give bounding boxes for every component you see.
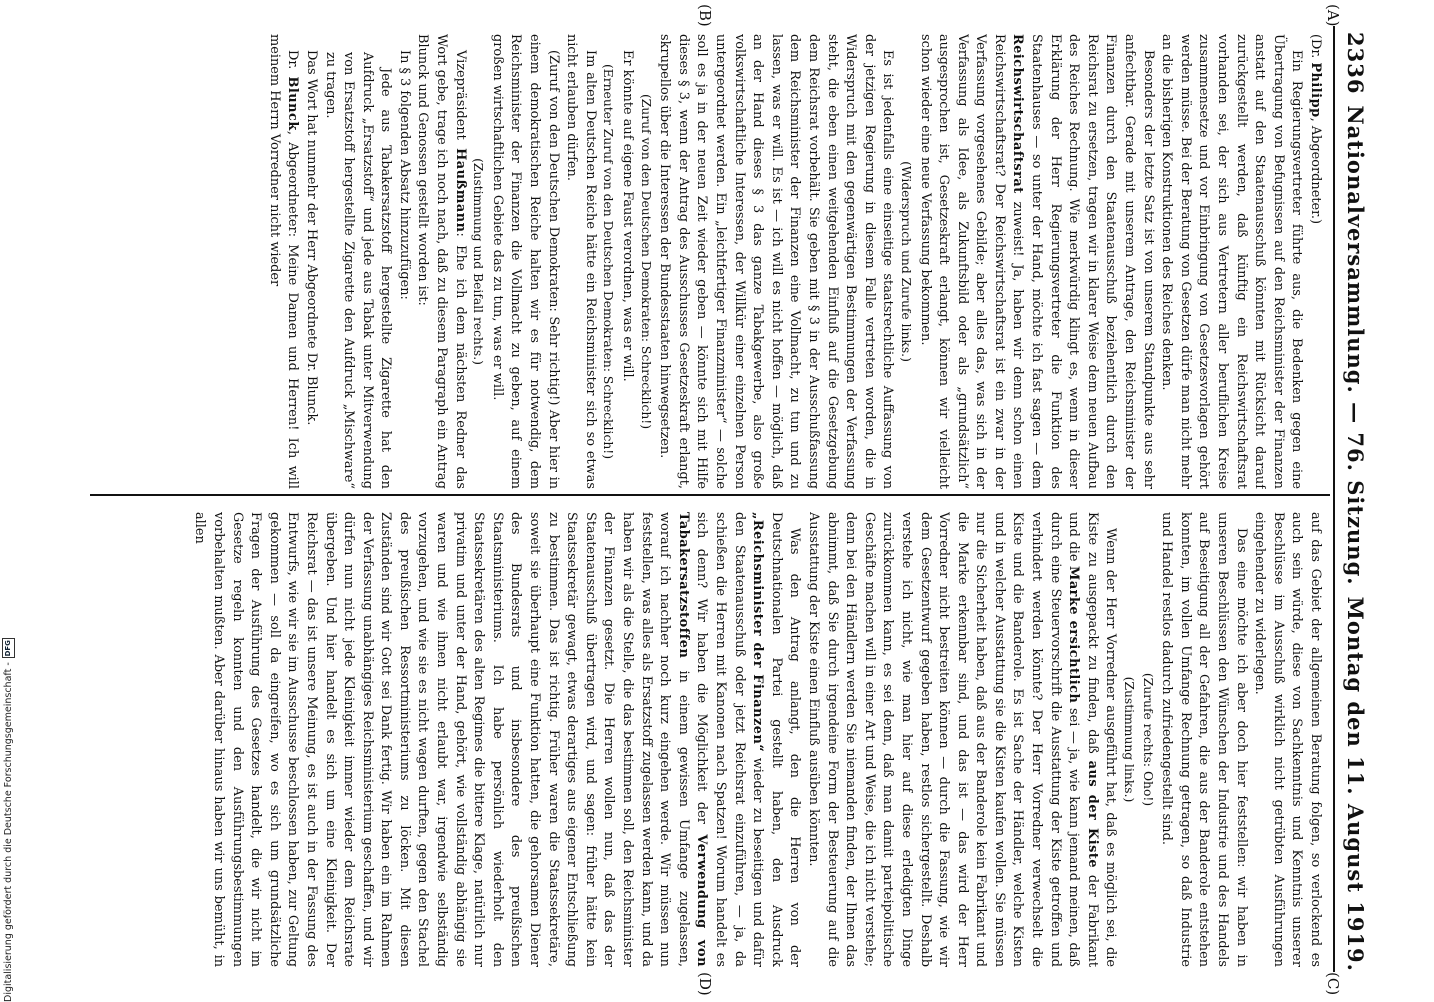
interjection: (Erneuter Zuruf von den Deutschen Demokraten: Schrecklich!) [601, 63, 616, 460]
paragraph: Im alten Deutschen Reiche hätte ein Reichsminister sich so etwas nicht erlauben dürfen. [564, 34, 598, 489]
header-title: Nationalversammlung. — 76. Sitzung. [1343, 105, 1369, 586]
speaker-tag: (Dr. Philipp, Abgeordneter.) [1308, 34, 1323, 225]
interjection: (Zuruf von den Deutschen Demokraten: Schrecklich!) [638, 93, 653, 430]
paragraph: Das Wort hat nunmehr der Herr Abgeordnete Dr. Blunck. [303, 50, 319, 426]
quoted-amendment: Jede aus Tabakersatzstoff hergestellte Zigarette hat den Aufdruck „Ersatzstoff“ und jede aus Tabak unter Mitverwendung von Ersatzstoff hergestellte Zigarette den Aufdruck „Mischware“ zu tragen. [322, 52, 394, 489]
paragraph: (Zuruf von den Deutschen Demokraten: Sehr richtig!) Aber hier in einem demokratischen Reiche halten wir es für notwendig, dem Reichsminister der Finanzen die Vollmacht zu geben, auf einem großen wirtschaftlichen Gebiete das zu tun, was er will. [489, 34, 561, 489]
digitization-credit [1, 0, 15, 1002]
margin-marker-d: (D) [696, 972, 714, 996]
paragraph: Es ist jedenfalls eine einseitige staatsrechtliche Auffassung von der jetzigen Regierung in diesem Falle vertreten worden, die in Widerspruch mit den gegenwärtigen Bestimmungen der Verfassung steht, die eben einen weitgehenden Einfluß auf die Gesetzgebung dem Reichsrat vorbehält. Sie geben mit § 3 in der Ausschußfassung dem Reichsminister der Finanzen eine Vollmacht, zu tun und zu lassen, was er will. Es ist — ich will es nicht hoffen — möglich, daß an der Hand dieses § 3 das ganze Tabakgewerbe, also große volkswirtschaftliche Interessen, der Willkür einer einzelnen Person untergeordnet werden. Ein „leichtfertiger Finanzminister“ — solche soll es ja in der neuen Zeit wieder geben — könnte sich mit Hilfe dieses § 3, wenn der Antrag des Ausschusses Gesetzeskraft erlangt, skrupellos über die Interessen der Bundesstaaten hinwegsetzen. [657, 34, 896, 489]
paragraph: In § 3 folgenden Absatz hinzuzufügen: [396, 50, 412, 300]
interjection: (Zustimmung links.) [1122, 676, 1137, 803]
paragraph: Wenn der Herr Vorredner ausgeführt hat, daß es möglich sei, die Kiste zu ausgepackt zu finden, daß aus der Kiste der Fabrikant und die Marke ersichtlich sei — ja, wie kann jemand meinen, daß durch eine Steuervorschrift die Ausstattung der Kiste getroffen und verhindert werden könnte? Der Herr Vorredner verwechselt die Kiste und die Banderole. Es ist Sache der Händler, welche Kisten und in welcher Ausstattung sie die Kisten kaufen wollen. Sie müssen nur die Sicherheit haben, daß aus der Banderole kein Fabrikant und die Marke erkennbar sind, und das ist — das wird der Herr Vorredner nicht bestreiten können — durch die Fassung, wie wir dem Gesetzentwurf gegeben haben, restlos sichergestellt. Deshalb verstehe ich nicht, wie man hier auf diese erledigten Dinge zurückkommen kann, es sei denn, daß man damit parteipolitische Geschäfte machen will in einer Art und Weise, die ich nicht verstehe; denn bei den Händlern werden Sie niemanden finden, der Ihnen das abnimmt, daß Sie durch irgendeine Form der Besteuerung auf die Ausstattung der Kiste einen Einfluß ausüben könnten. [805, 512, 1119, 967]
margin-marker-c: (C) [1324, 972, 1342, 996]
interjection: (Zustimmung und Beifall rechts.) [471, 158, 486, 365]
header-date: Montag den 11. August 1919. [1343, 596, 1369, 972]
page-header [1336, 32, 1376, 972]
credit-text: Digitalisierung gefördert durch die Deutsche Forschungsgemeinschaft - [2, 662, 14, 1002]
paragraph: auf das Gebiet der allgemeinen Beratung folgen, so verlockend es auch sein würde, diese von Sachkenntnis und Kenntnis unserer Beschlüsse im Ausschuß wirklich nicht getrübten Ausführungen eingehender zu widerlegen. [1252, 512, 1323, 967]
dfg-logo-icon: DFG [2, 638, 15, 658]
paragraph: Was den Antrag anlangt, den die Herren von der Deutschnationalen Partei gestellt haben, den Ausdruck „Reichsminister der Finanzen“ wieder zu beseitigen und dafür den Staatenausschuß oder jetzt Reichsrat einzuführen, — ja, da schießen die Herren mit Kanonen nach Spatzen! Worum handelt es sich denn? Wir haben die Möglichkeit der Verwendung von Tabakersatzstoffen in einem gewissen Umfange zugelassen, worauf ich nachher noch kurz eingehen werde. Wir müssen nun feststellen, was alles als Ersatzstoff zugelassen werden kann, und da haben wir als die Stelle, die das bestimmen soll, den Reichsminister der Finanzen gesetzt. Die Herren wollen nun, daß das der Staatenausschuß übertragen wird, und sagen: früher hätte kein Staatssekretär gewagt, etwas derartiges aus eigener Entschließung zu bestimmen. Das ist richtig. Früher waren die Staatssekretäre, soweit sie überhaupt eine Funktion hatten, die gehorsamen Diener des Bundesrats und insbesondere des preußischen Staatsministeriums. Ich habe persönlich wiederholt den Staatssekretären des alten Regimes die bittere Klage, natürlich nur privatim und unter der Hand, gehört, wie vollständig abhängig sie waren und wie ihnen nicht erlaubt war, irgendwie selbständig vorzugehen, und wie sie es nicht wagen durften, gegen den Stachel des preußischen Ressortministeriums zu löcken. Mit diesen Zuständen sind wir Gott sei Dank fertig. Wir haben ein im Rahmen der Verfassung unabhängiges Reichsministerium geschaffen, und wir dürfen nun nicht jede Kleinigkeit immer wieder dem Reichsrate übergeben. Und hier handelt es sich um eine Kleinigkeit. Der Reichsrat — das ist unsere Meinung, es ist auch in der Fassung des Entwurfs, wie wir sie im Ausschusse beschlossen haben, zur Geltung gekommen — soll da eingreifen, wo es sich um grundsätzliche Fragen der Ausführung des Gesetzes handelt, die wir nicht im Gesetze regeln konnten und den Ausführungsbestimmungen vorbehalten mußten. Aber darüber hinaus haben wir uns bemüht, in allen [192, 512, 803, 967]
paragraph: Das eine möchte ich aber doch hier feststellen: wir haben in unseren Beschlüssen den Wünschen der Industrie und des Handels auf Beseitigung all der Gefahren, die aus der Banderole entstehen konnten, im vollen Umfange Rechnung getragen, so daß Industrie und Handel restlos dadurch zufriedengestellt sind. [1159, 512, 1249, 967]
column-divider [90, 494, 1330, 496]
margin-marker-b: (B) [696, 4, 714, 27]
paragraph: Besonders der letzte Satz ist von unserem Standpunkte aus sehr anfechtbar. Gerade mit unserem Antrage, den Reichsminister der Finanzen durch den Staatenausschuß beziehentlich durch den Reichsrat zu ersetzen, tragen wir in klarer Weise dem neuen Aufbau des Reiches Rechnung. Wie merkwürdig klingt es, wenn in dieser Erklärung der Herr Regierungsvertreter die Funktion des Staatenhauses — so unter der Hand, möchte ich fast sagen — dem Reichswirtschaftsrat zuweist! Ja, haben wir denn schon einen Reichswirtschaftsrat? Der Reichswirtschaftsrat ist ein zwar in der Verfassung vorgesehenes Gebilde; aber alles das, was sich in der Verfassung als Idee, als Zukunftsbild oder als „grundsätzlich“ ausgesprochen ist, Gesetzeskraft erlangt, können wir vielleicht schon wieder eine neue Verfassung bekommen. [917, 34, 1156, 489]
left-column [100, 34, 1324, 489]
interjection: (Zurufe rechts: Oho!) [1140, 672, 1155, 807]
paragraph: Vizepräsident Haußmann: Ehe ich dem nächsten Redner das Wort gebe, trage ich noch nach, daß zu diesem Paragraph ein Antrag Blunck und Genossen gestellt worden ist: [415, 34, 468, 489]
paragraph: Er könnte auf eigene Faust verordnen, was er will. [620, 50, 636, 382]
paragraph: Ein Regierungsvertreter führte aus, die Bedenken gegen eine Übertragung von Befugnissen auf den Reichsminister der Finanzen anstatt auf den Staatenausschuß könnten mit Rücksicht darauf zurückgestellt werden, daß künftig ein Reichswirtschaftsrat vorhanden sei, der sich aus Vertretern aller beruflichen Kreise zusammensetze und vor Einbringung von Gesetzesvorlagen gehört werden müsse. Bei der Beratung von Gesetzen dürfe man nicht mehr an die bisherigen Konstruktionen des Reiches denken. [1159, 34, 1305, 489]
margin-marker-a: (A) [1324, 4, 1342, 27]
right-column [100, 512, 1324, 967]
interjection: (Widerspruch und Zurufe links.) [898, 161, 913, 362]
page-number: 2336 [1343, 32, 1369, 95]
header-rule [1333, 26, 1335, 972]
paragraph: Dr. Blunck, Abgeordneter: Meine Damen und Herren! Ich will meinem Herrn Vorredner nicht wieder [266, 34, 301, 489]
